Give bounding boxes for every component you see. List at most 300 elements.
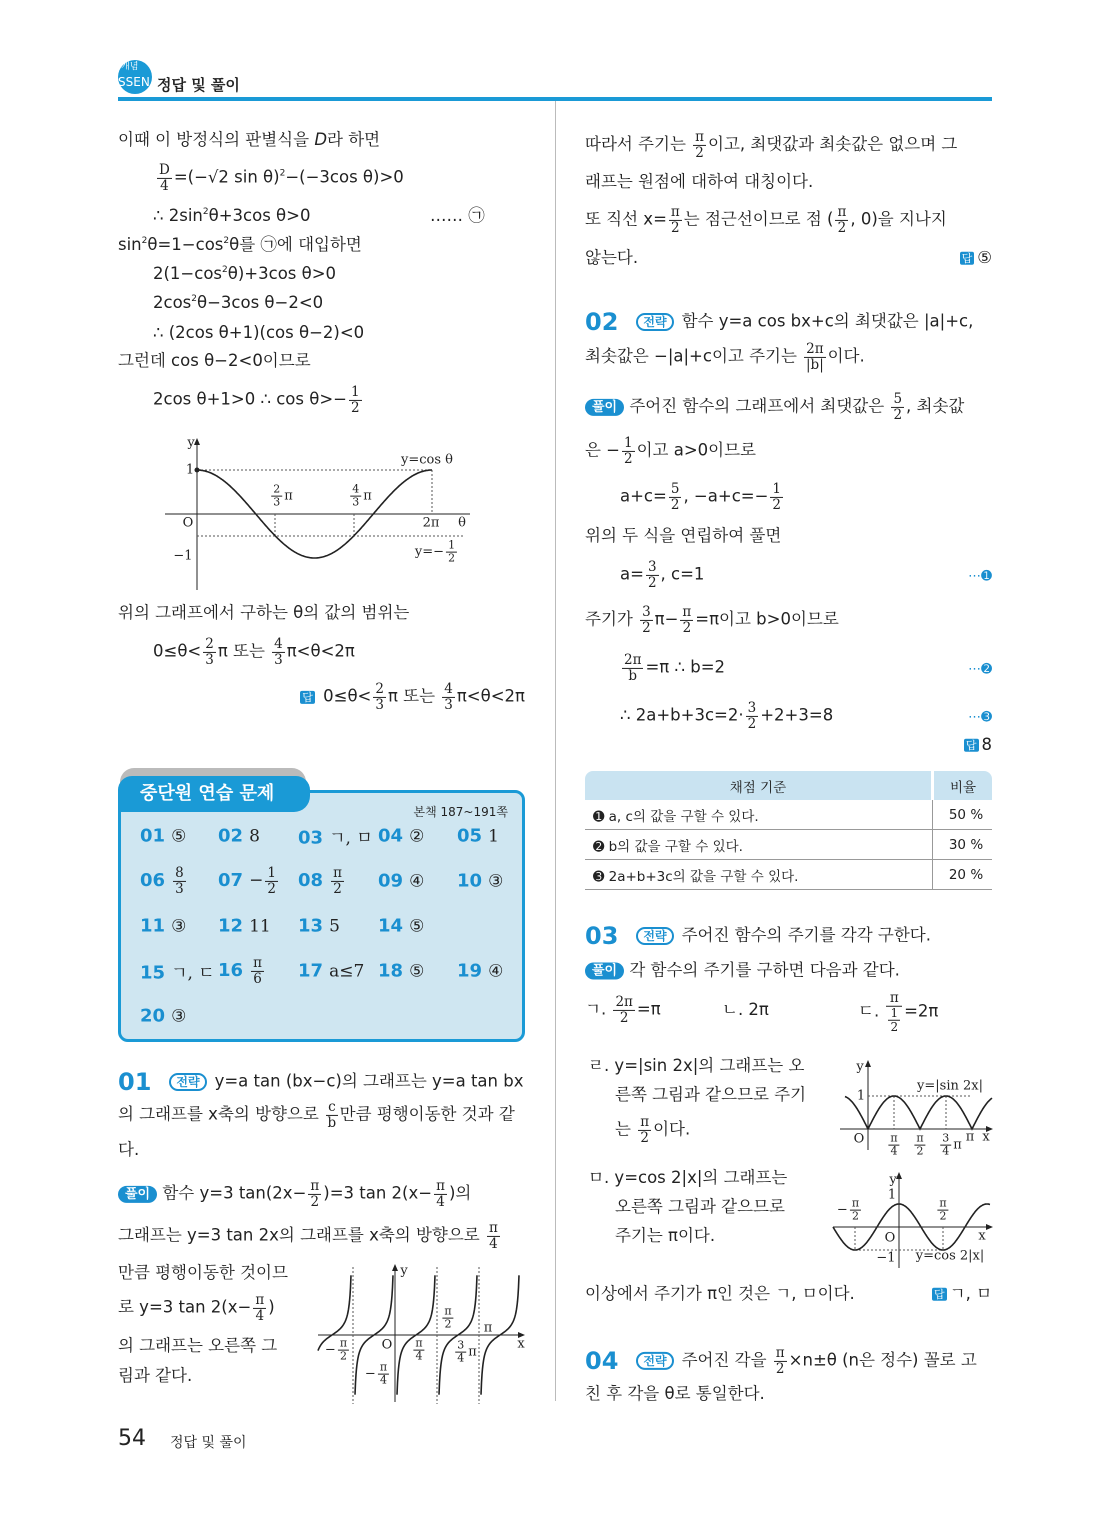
solution-line [118,1179,471,1209]
answer-item [298,961,364,982]
text-run: ③ [488,871,504,892]
abs-sin-graph-figure [840,1055,995,1158]
fraction [622,436,635,466]
text-run: 각 함수의 주기를 구하면 다음과 같다. [624,960,900,980]
fraction [640,605,653,635]
superscript: 2 [222,264,228,275]
text-run: 3 [273,495,281,509]
denominator [326,1116,338,1131]
text-run: π [851,1196,860,1210]
fraction [265,866,278,896]
denominator [157,179,172,194]
text-run: 4 [942,1144,950,1158]
text-run: 2 [682,619,692,636]
axis-label [889,1173,896,1188]
text-run: 2 [205,635,214,652]
text-run: y=cos θ [401,452,453,468]
text-run: π [436,1177,445,1194]
text-run: 5 [893,390,903,407]
denominator [265,882,278,897]
answer-item [298,916,340,937]
numerator [251,956,264,972]
text-run: 1 [772,480,782,497]
text-run: π 또는 [387,686,441,706]
text-run: D [159,161,170,178]
text-run: +2+3=8 [760,705,834,725]
fraction [446,540,457,565]
step-marker-label: ⋯➋ [968,661,992,677]
text-run: π [775,1344,785,1361]
numerator [622,653,643,669]
text-run: 의 그래프는 오른쪽 그 [118,1335,278,1355]
numerator [646,560,659,576]
y-axis-arrow [865,1060,871,1067]
denominator [487,1237,500,1252]
text-run: y=|sin 2x| [917,1078,983,1094]
text-run: 이고 a>0이므로 [636,440,756,460]
item-number: 06 [140,869,166,891]
criterion: ➋ b의 값을 구할 수 있다. [585,830,933,860]
item-number: 11 [140,915,166,937]
text-run: 4 [274,635,283,652]
text-run: π [379,1360,388,1374]
equation [620,701,833,731]
curve-label [401,453,453,468]
fraction [157,163,172,193]
text-run: 2 [939,1209,947,1223]
text-run: 1 [890,1005,899,1020]
numerator [613,995,634,1011]
fraction [914,1133,925,1158]
numerator [770,482,783,498]
text-run: 함수 y=a cos bx+c의 최댓값은 |a|+c, [681,311,974,331]
fraction [646,560,659,590]
text-run: ⑤ [977,247,992,267]
text-run: 5 [670,480,680,497]
step-marker-label: ⋯➌ [968,709,992,725]
text-run: O [884,1230,896,1246]
text-run: π [255,1291,265,1308]
section-01-strategy [118,1070,523,1094]
text-run: 8 [981,734,992,754]
text-run: π [670,203,680,220]
tick-label [348,484,372,509]
cos-abs-graph-figure [830,1168,995,1268]
denominator [373,698,386,713]
fraction [373,682,386,712]
text-run: 2π [615,993,633,1010]
text-run: 8 [175,864,184,881]
text-run: 2 [642,619,651,636]
text-run: π [889,989,899,1006]
text-run: 는 점근선이므로 점 ( [683,209,834,229]
logo-text: SSEN [118,75,150,89]
equation [155,163,404,193]
text-run: …… ㉠ [430,205,485,225]
text-run: π [682,603,692,620]
text-run: 따라서 주기는 [585,134,692,154]
strategy-badge: 전략 [636,927,673,945]
text-run: π [415,1336,423,1350]
footer-title: 정답 및 풀이 [170,1435,247,1451]
answer-item [140,866,188,896]
item-number: 01 [140,825,166,847]
text-run: 2 [670,496,680,513]
tan-graph [318,1262,528,1407]
text-run: −1 [876,1250,896,1266]
text-run: 2 [448,551,456,565]
denominator [349,401,362,416]
fraction [937,1198,948,1223]
text-run: 은 − [585,440,621,460]
solution-badge: 풀이 [118,1186,157,1203]
cos-graph-figure [165,435,475,595]
answer-item [378,961,424,982]
text-run: π [310,1177,320,1194]
answer-item [378,871,424,892]
denominator [350,497,361,509]
tick-label [325,1338,351,1363]
text-run: 라 하면 [327,129,381,149]
text-run: − [836,1202,848,1218]
text-run: 2 [444,1317,452,1331]
text-run: ∴ (2cos θ+1)(cos θ−2)<0 [153,322,365,342]
text-run: =π이고 b>0이므로 [695,609,839,629]
denominator [835,221,848,236]
equation [620,653,725,683]
item-number: 02 [218,825,244,847]
denominator [272,653,285,668]
fraction [338,1338,349,1363]
text-run: π 또는 [217,641,271,661]
logo-text: 개념 [121,62,139,72]
denominator [251,972,264,987]
text-line [118,1139,140,1159]
text-run: 2 [775,1360,785,1377]
fraction [271,484,282,509]
text-line [585,171,814,191]
numerator [680,605,693,621]
tan-graph-figure [318,1262,528,1407]
text-run: π [953,1137,962,1153]
text-run: 2 [893,406,903,423]
text-run: 위의 두 식을 연립하여 풀면 [585,525,782,545]
text-run: 1 [624,434,633,451]
solution-badge: 풀이 [585,399,624,416]
text-run: θ)+3cos θ>0 [227,263,337,283]
text-run: 만큼 평행이동한 것과 같 [339,1104,515,1124]
tick-label [876,1251,895,1266]
answer-item [457,961,503,982]
numerator [888,1006,900,1020]
text-run: 4 [457,1351,465,1365]
text-run: =(−√2 sin θ) [173,167,280,187]
item-number: 13 [298,915,324,937]
numerator [835,205,848,221]
numerator [265,866,278,882]
text-run: 0≤θ< [153,641,202,661]
practice-answer-box [118,790,525,1042]
tick-label [938,1133,962,1158]
numerator [253,1293,266,1309]
superscript: 2 [223,235,230,246]
text-run: 3 [205,651,214,668]
denominator [446,553,457,565]
text-run: 2π [624,651,642,668]
text-run: ㄱ. [585,999,612,1019]
text-run: 친 후 각을 θ로 통일한다. [585,1383,765,1403]
answer-item [378,826,424,847]
denominator [693,146,706,161]
item-number: 17 [298,960,324,982]
text-run: 2 [273,482,281,496]
text-run: π [488,1219,498,1236]
text-line [118,129,381,149]
text-run: 주어진 함수의 주기를 각각 구한다. [681,925,931,945]
text-run: 4 [255,1307,265,1324]
fraction [251,956,264,986]
header-title: 정답 및 풀이 [157,76,240,94]
item-number: 09 [378,870,404,892]
step-marker [968,567,992,584]
fraction [378,1362,389,1387]
text-run: 3 [942,1131,950,1145]
text-line [118,1100,515,1130]
strategy-badge: 전략 [636,313,673,331]
text-run: 2 [375,680,384,697]
text-run: x [978,1228,986,1244]
text-run: θ [458,515,466,531]
solution-badge: 풀이 [585,963,624,980]
denominator [774,1362,787,1377]
step-marker-label: ⋯➊ [968,568,992,584]
section-04-strategy [585,1346,977,1376]
text-line [118,1293,275,1323]
text-run: 5 [329,916,340,937]
text-line [585,436,756,466]
fraction [888,1133,899,1158]
section-02-strategy [585,310,973,334]
text-run: 는 [615,1119,637,1139]
equation [153,205,311,225]
numerator [622,436,635,452]
denominator [638,1131,651,1146]
text-run: 주기는 π이다. [615,1225,716,1245]
text-run: ㄹ. y=|sin 2x|의 그래프는 오 [588,1055,805,1075]
item-number: 08 [298,869,324,891]
y-axis-arrow [896,1172,902,1179]
text-run: 3 [647,558,657,575]
text-run: π [640,1113,650,1130]
numerator [434,1179,447,1195]
text-run: 로 y=3 tan 2(x− [118,1297,252,1317]
text-run: π [444,1304,452,1318]
fraction [487,1221,500,1251]
denominator [770,498,783,513]
answer-item [140,1006,186,1027]
item-number: 15 [140,962,166,984]
fraction [669,205,682,235]
fraction [835,205,848,235]
text-run: π [339,1336,348,1350]
fraction [746,701,759,731]
text-run: ④ [409,871,425,892]
numerator [669,482,682,498]
text-run: ∴ 2a+b+3c=2· [620,705,744,725]
denominator [442,1319,453,1331]
text-run: ) [268,1297,275,1317]
item-number: 16 [218,959,244,981]
text-run: ⑤ [409,961,425,982]
text-line [585,342,865,372]
fraction [886,991,902,1033]
fraction [442,1306,453,1331]
item-number: 05 [457,825,483,847]
text-run: π [468,1344,477,1360]
text-run: ㅁ. y=cos 2|x|의 그래프는 [588,1167,788,1187]
text-run: 2 [890,1019,899,1034]
column-header: 비율 [933,771,993,800]
text-run: 2 [267,880,276,897]
tick-label [440,1306,455,1331]
answer-item [140,916,186,937]
curve-label [415,540,459,565]
answer-item [457,826,499,847]
fraction [888,1006,900,1033]
fraction [349,385,362,415]
text-run: O [853,1131,865,1147]
equation [153,385,364,415]
text-run: 이상에서 주기가 π인 것은 ㄱ, ㅁ이다. [585,1283,855,1303]
text-run: −1 [173,548,193,564]
tick-label [857,1089,865,1104]
equation [153,637,355,667]
fraction [173,866,186,896]
text-run: 2π [422,515,440,531]
fraction [203,637,216,667]
fraction [308,1179,321,1209]
brand-logo [118,60,152,94]
text-run: 2 [695,144,704,161]
numerator [442,682,455,698]
problem-number: 01 [118,1068,152,1096]
text-line [588,1055,805,1075]
numerator [886,991,902,1007]
answer-item [298,866,346,896]
origin-label [854,1132,865,1147]
text-run: ㄷ. [858,1001,885,1021]
math-variable: D [314,129,328,149]
answer-item [378,916,424,937]
answer-line [964,734,992,754]
denominator [622,669,643,684]
text-run: 림과 같다. [118,1365,193,1385]
text-run: 이다. [653,1119,691,1139]
text-run: ㄱ, ㅁ [949,1283,992,1303]
denominator [888,1146,899,1158]
text-run: y [187,435,195,451]
text-run: a+c= [620,486,667,506]
origin-label [183,516,194,531]
tick-label [837,1198,863,1223]
curve-abs-sin [845,1096,992,1129]
text-run: 1 [185,462,195,478]
axis-label [400,1264,407,1279]
answer-badge: 답 [965,738,977,752]
text-run: π [965,1129,975,1145]
tick-label [423,516,440,531]
text-run: ㄴ. 2π [722,999,769,1019]
text-run: a= [620,564,644,584]
text-run: π [695,128,704,145]
text-run: − [364,1366,376,1382]
text-run: y [400,1263,408,1279]
text-run: 4 [160,177,169,194]
text-run: π [890,1131,898,1145]
text-run: ⑤ [171,826,187,847]
text-run: y [889,1172,897,1188]
fraction [804,342,825,372]
numerator [173,866,186,882]
practice-title: 중단원 연습 문제 [118,776,310,812]
equation [153,292,324,312]
problem-number: 04 [585,1347,619,1375]
denominator [680,621,693,636]
text-run: , 최솟값 [906,396,965,416]
fraction [669,482,682,512]
tick-label [912,1133,927,1158]
denominator [888,1020,900,1033]
text-run: 2 [647,574,657,591]
text-run: 4 [436,1193,445,1210]
equation [153,263,337,283]
text-run: 2 [916,1144,924,1158]
text-run: π [363,488,372,504]
text-line [585,247,639,267]
curve-label [916,1249,985,1264]
criterion: ➊ a, c의 값을 구할 수 있다. [585,800,933,830]
denominator [804,358,825,373]
axis-label [458,516,466,531]
text-line [615,1115,690,1145]
tick-label [484,1321,493,1336]
denominator [338,1351,349,1363]
text-run: 8 [249,826,260,847]
text-run: 4 [444,680,453,697]
text-run: O [381,1337,393,1353]
text-run: x [517,1336,525,1352]
problem-number: 03 [585,922,619,950]
tick-label [186,463,194,478]
text-run: ② [409,826,425,847]
fraction [442,682,455,712]
text-run: 3 [642,603,651,620]
text-run: ㄱ, ㅁ [329,828,373,849]
text-run: 3 [747,699,757,716]
text-run: 1 [856,1088,866,1104]
text-run: π [483,1320,493,1336]
fraction [774,1346,787,1376]
fraction [434,1179,447,1209]
text-line [118,234,362,254]
table-row [585,830,992,860]
text-run: 래프는 원점에 대하여 대칭이다. [585,171,814,191]
numerator [804,342,825,358]
column-divider [555,101,556,1401]
text-run: 이고, 최댓값과 최솟값은 없으며 그 [708,134,958,154]
numerator [638,1115,651,1131]
fraction [638,1115,651,1145]
